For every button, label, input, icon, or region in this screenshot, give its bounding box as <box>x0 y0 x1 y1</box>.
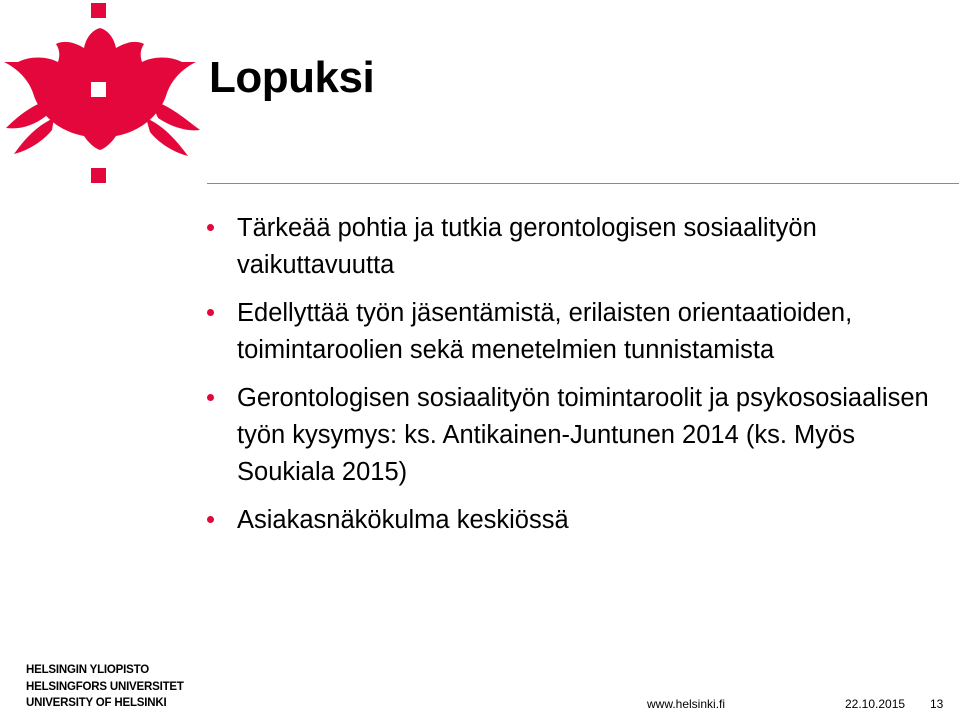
footer-date: 22.10.2015 <box>845 697 906 711</box>
page-number: 13 <box>930 697 944 711</box>
bullet-dot-icon <box>207 224 214 231</box>
bullet-item <box>207 380 952 491</box>
slide-title: Lopuksi <box>209 53 375 102</box>
university-flame-logo <box>0 0 210 195</box>
bullet-dot-icon <box>207 516 214 523</box>
bullet-text: Gerontologisen sosiaalityön toimintaroolit ja psykososiaalisen työn kysymys: ks. Antikainen-Juntunen 2014 (ks. Myös Soukiala 2015) <box>237 384 929 486</box>
bullet-text: Edellyttää työn jäsentämistä, erilaisten orientaatioiden, toimintaroolien sekä menetelmien tunnistamista <box>237 299 853 364</box>
bullet-item <box>207 502 952 539</box>
university-name-sv: HELSINGFORS UNIVERSITET <box>26 680 184 693</box>
bullet-dot-icon <box>207 309 214 316</box>
bullet-list <box>207 210 952 550</box>
university-name-block <box>26 662 184 712</box>
bullet-item <box>207 210 952 284</box>
bullet-text: Tärkeää pohtia ja tutkia gerontologisen sosiaalityön vaikuttavuutta <box>237 214 817 279</box>
footer-url: www.helsinki.fi <box>647 697 726 711</box>
title-divider <box>207 183 959 184</box>
bullet-item <box>207 295 952 369</box>
bullet-text: Asiakasnäkökulma keskiössä <box>237 506 569 534</box>
bullet-dot-icon <box>207 394 214 401</box>
university-name-en: UNIVERSITY OF HELSINKI <box>26 697 167 709</box>
university-name-fi: HELSINGIN YLIOPISTO <box>26 664 149 676</box>
